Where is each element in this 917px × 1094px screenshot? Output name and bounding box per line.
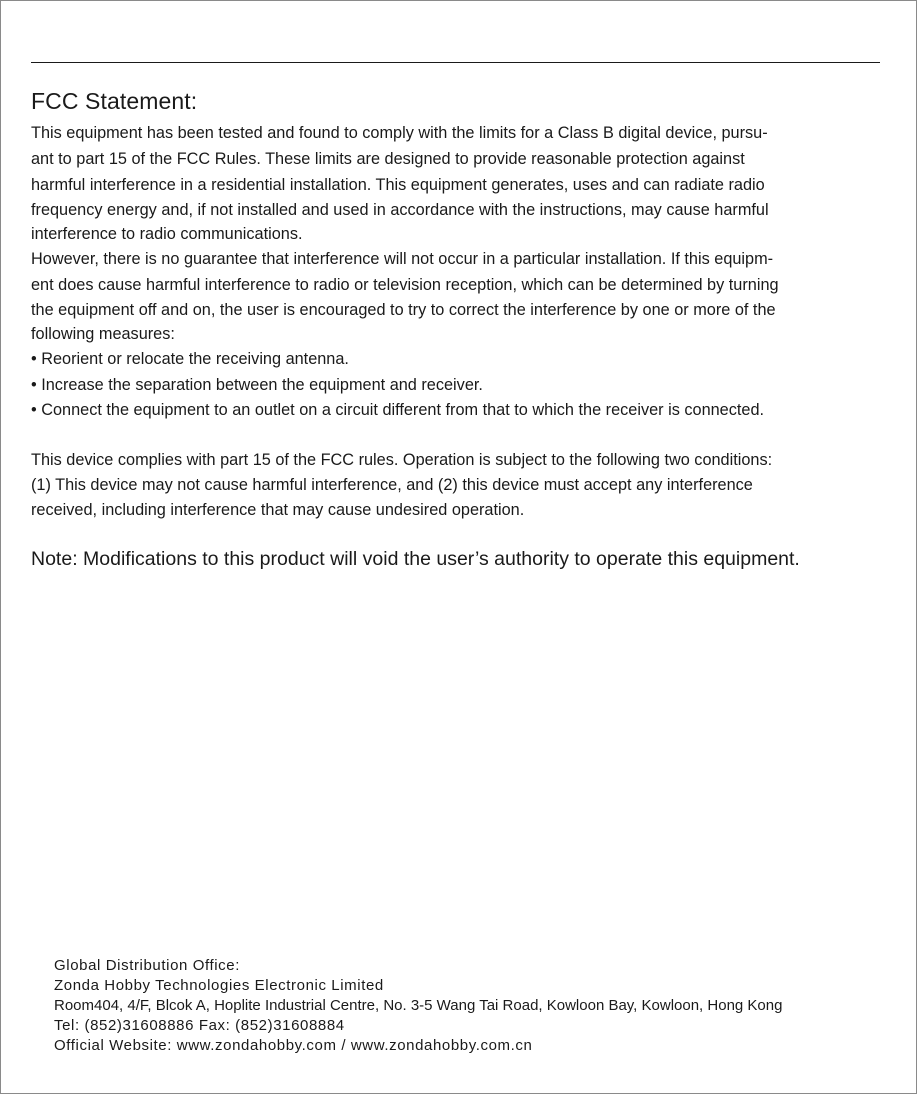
paragraph-line: This equipment has been tested and found to comply with the limits for a Class B digital device, pursu-: [31, 124, 768, 142]
paragraph-line: interference to radio communications.: [31, 225, 303, 243]
website: Official Website: www.zondahobby.com / www.zondahobby.com.cn: [54, 1037, 533, 1054]
distribution-label: Global Distribution Office:: [54, 957, 240, 974]
paragraph-line: This device complies with part 15 of the FCC rules. Operation is subject to the following two conditions:: [31, 451, 773, 469]
top-divider: [31, 62, 880, 63]
list-item: • Reorient or relocate the receiving antenna.: [31, 350, 349, 368]
paragraph-line: frequency energy and, if not installed and used in accordance with the instructions, may cause harmful: [31, 201, 769, 219]
paragraph-line: ant to part 15 of the FCC Rules. These limits are designed to provide reasonable protection against: [31, 150, 745, 168]
list-item: • Increase the separation between the equipment and receiver.: [31, 376, 483, 394]
paragraph-line: (1) This device may not cause harmful interference, and (2) this device must accept any interference: [31, 476, 753, 494]
modification-note: Note: Modifications to this product will void the user’s authority to operate this equipment.: [31, 548, 800, 570]
paragraph-line: harmful interference in a residential installation. This equipment generates, uses and can radiate radio: [31, 176, 765, 194]
company-name: Zonda Hobby Technologies Electronic Limited: [54, 977, 384, 994]
paragraph-line: However, there is no guarantee that interference will not occur in a particular installation. If this equipm-: [31, 250, 774, 268]
list-item: • Connect the equipment to an outlet on a circuit different from that to which the receiver is connected.: [31, 401, 765, 419]
fcc-heading: FCC Statement:: [31, 88, 198, 114]
paragraph-line: the equipment off and on, the user is encouraged to try to correct the interference by one or more of the: [31, 301, 776, 319]
paragraph-line: ent does cause harmful interference to radio or television reception, which can be determined by turning: [31, 276, 779, 294]
paragraph-line: received, including interference that may cause undesired operation.: [31, 501, 525, 519]
paragraph-line: following measures:: [31, 325, 175, 343]
phone-fax: Tel: (852)31608886 Fax: (852)31608884: [54, 1017, 345, 1034]
company-address: Room404, 4/F, Blcok A, Hoplite Industrial Centre, No. 3-5 Wang Tai Road, Kowloon Bay, Kowloon, Hong Kong: [54, 997, 783, 1014]
